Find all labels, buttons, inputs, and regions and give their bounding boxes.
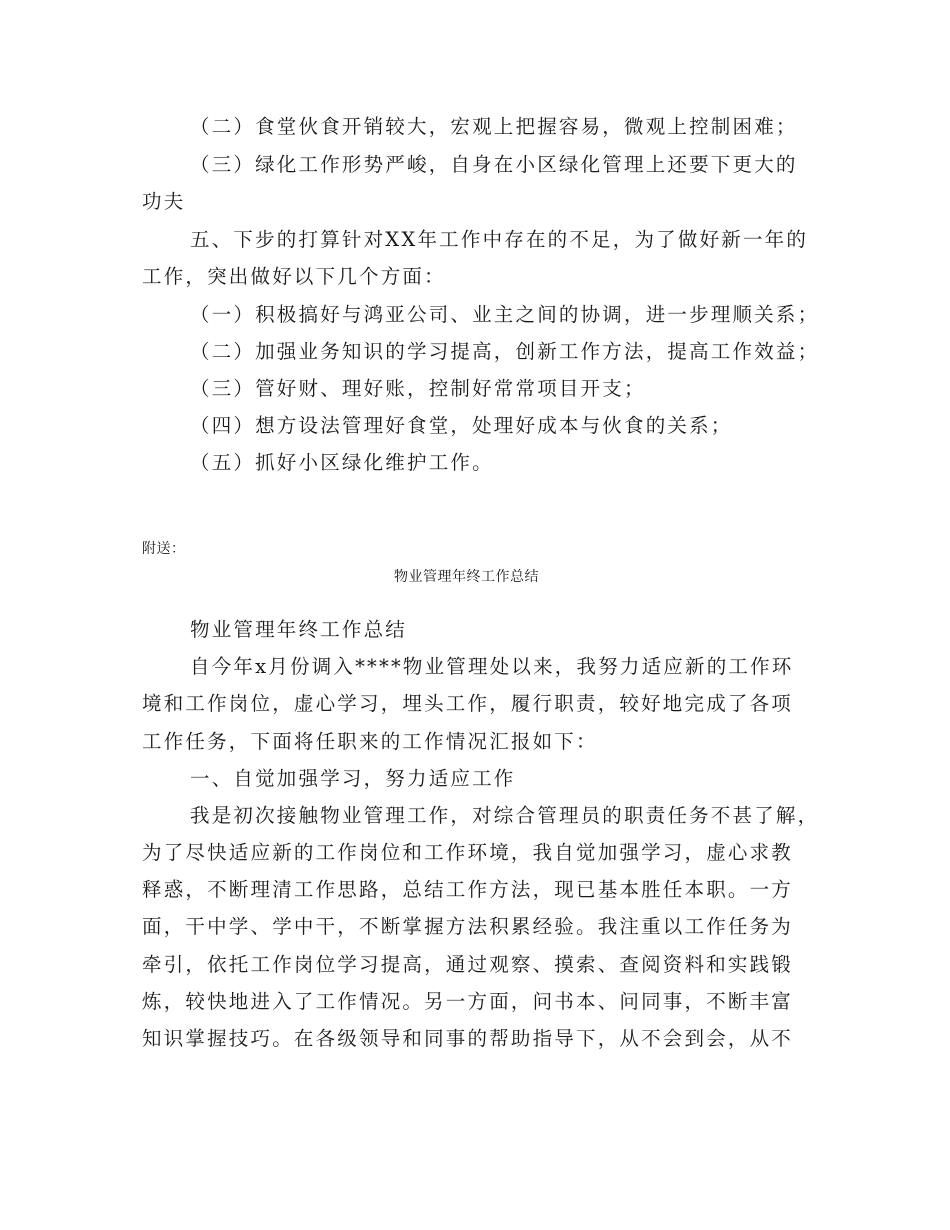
paragraph-line: 自今年x月份调入****物业管理处以来，我努力适应新的工作环 bbox=[190, 655, 794, 678]
paragraph-line: 工作任务，下面将任职来的工作情况汇报如下： bbox=[142, 730, 598, 753]
paragraph-line: 我是初次接触物业管理工作，对综合管理员的职责任务不甚了解， bbox=[190, 804, 820, 827]
list-item: （四）想方设法管理好食堂，处理好成本与伙食的关系； bbox=[190, 414, 733, 437]
list-item: （三）绿化工作形势严峻，自身在小区绿化管理上还要下更大的 bbox=[190, 153, 798, 176]
article-title: 物业管理年终工作总结 bbox=[190, 618, 408, 641]
appendix-title: 物业管理年终工作总结 bbox=[394, 569, 539, 585]
section-heading: 一、自觉加强学习，努力适应工作 bbox=[190, 767, 516, 790]
paragraph-line: 为了尽快适应新的工作岗位和工作环境，我自觉加强学习，虚心求教 bbox=[142, 841, 794, 864]
paragraph-line: 面，干中学、学中干，不断掌握方法积累经验。我注重以工作任务为 bbox=[142, 915, 794, 938]
list-item: （二）食堂伙食开销较大，宏观上把握容易，微观上控制困难； bbox=[190, 115, 798, 138]
section-heading-continuation: 工作，突出做好以下几个方面： bbox=[142, 265, 446, 288]
paragraph-line: 知识掌握技巧。在各级领导和同事的帮助指导下，从不会到会，从不 bbox=[142, 1027, 794, 1050]
appendix-label: 附送： bbox=[142, 541, 186, 557]
list-item-continuation: 功夫 bbox=[142, 190, 186, 213]
list-item: （一）积极搞好与鸿亚公司、业主之间的协调，进一步理顺关系； bbox=[190, 303, 820, 326]
list-item: （三）管好财、理好账，控制好常常项目开支； bbox=[190, 377, 646, 400]
paragraph-line: 境和工作岗位，虚心学习，埋头工作，履行职责，较好地完成了各项 bbox=[142, 692, 794, 715]
paragraph-line: 牵引，依托工作岗位学习提高，通过观察、摸索、查阅资料和实践锻 bbox=[142, 953, 794, 976]
paragraph-line: 释惑，不断理清工作思路，总结工作方法，现已基本胜任本职。一方 bbox=[142, 878, 794, 901]
paragraph-line: 炼，较快地进入了工作情况。另一方面，问书本、问同事，不断丰富 bbox=[142, 990, 794, 1013]
list-item: （二）加强业务知识的学习提高，创新工作方法，提高工作效益； bbox=[190, 340, 820, 363]
list-item: （五）抓好小区绿化维护工作。 bbox=[190, 451, 494, 474]
section-heading: 五、下步的打算针对XX年工作中存在的不足，为了做好新一年的 bbox=[190, 228, 809, 251]
